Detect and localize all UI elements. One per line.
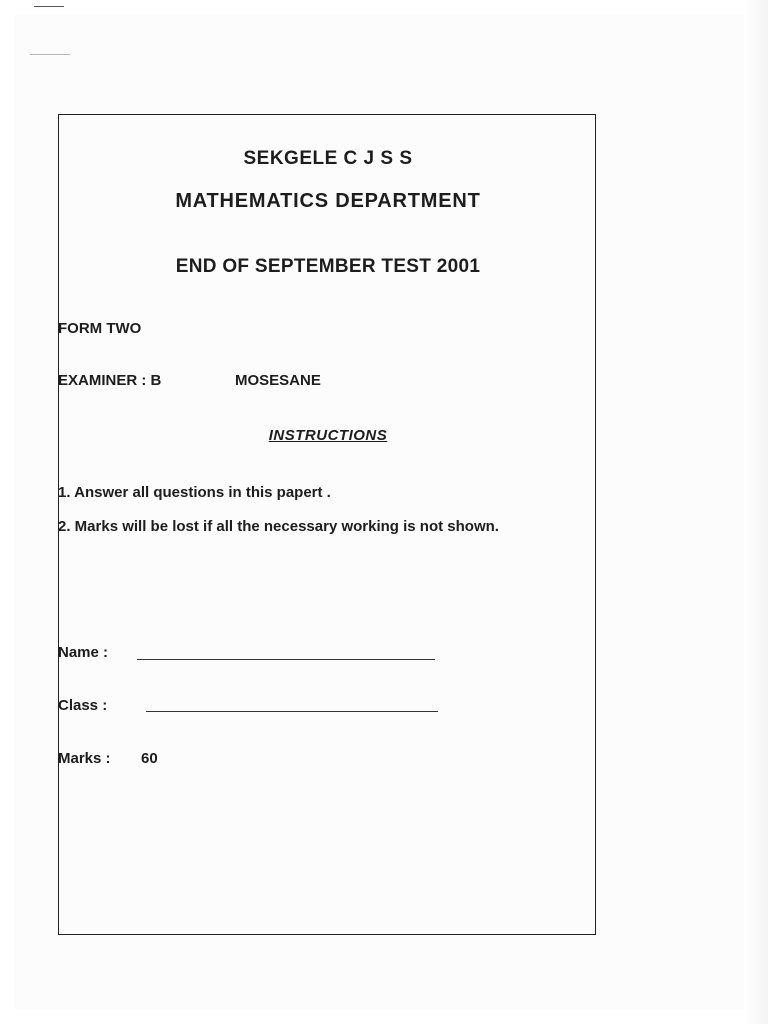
instruction-item-2: 2. Marks will be lost if all the necessary working is not shown. xyxy=(58,518,499,535)
examiner-label: EXAMINER : B xyxy=(58,372,162,389)
corner-staple-mark xyxy=(34,0,64,7)
department-title: MATHEMATICS DEPARTMENT xyxy=(175,190,481,212)
school-name: SEKGELE C J S S xyxy=(243,148,413,169)
marks-value: 60 xyxy=(141,750,158,767)
test-title: END OF SEPTEMBER TEST 2001 xyxy=(175,256,481,277)
examiner-name: MOSESANE xyxy=(235,372,321,389)
name-label: Name : xyxy=(58,644,109,661)
form-label: FORM TWO xyxy=(58,320,142,337)
faint-pencil-mark xyxy=(30,44,70,55)
instruction-item-1: 1. Answer all questions in this papert . xyxy=(58,484,331,501)
name-write-line[interactable] xyxy=(137,659,435,660)
marks-label: Marks : xyxy=(58,750,111,767)
scan-edge-shadow xyxy=(744,0,768,1024)
class-label: Class : xyxy=(58,697,108,714)
instructions-heading: INSTRUCTIONS xyxy=(268,427,388,444)
class-write-line[interactable] xyxy=(146,711,438,712)
